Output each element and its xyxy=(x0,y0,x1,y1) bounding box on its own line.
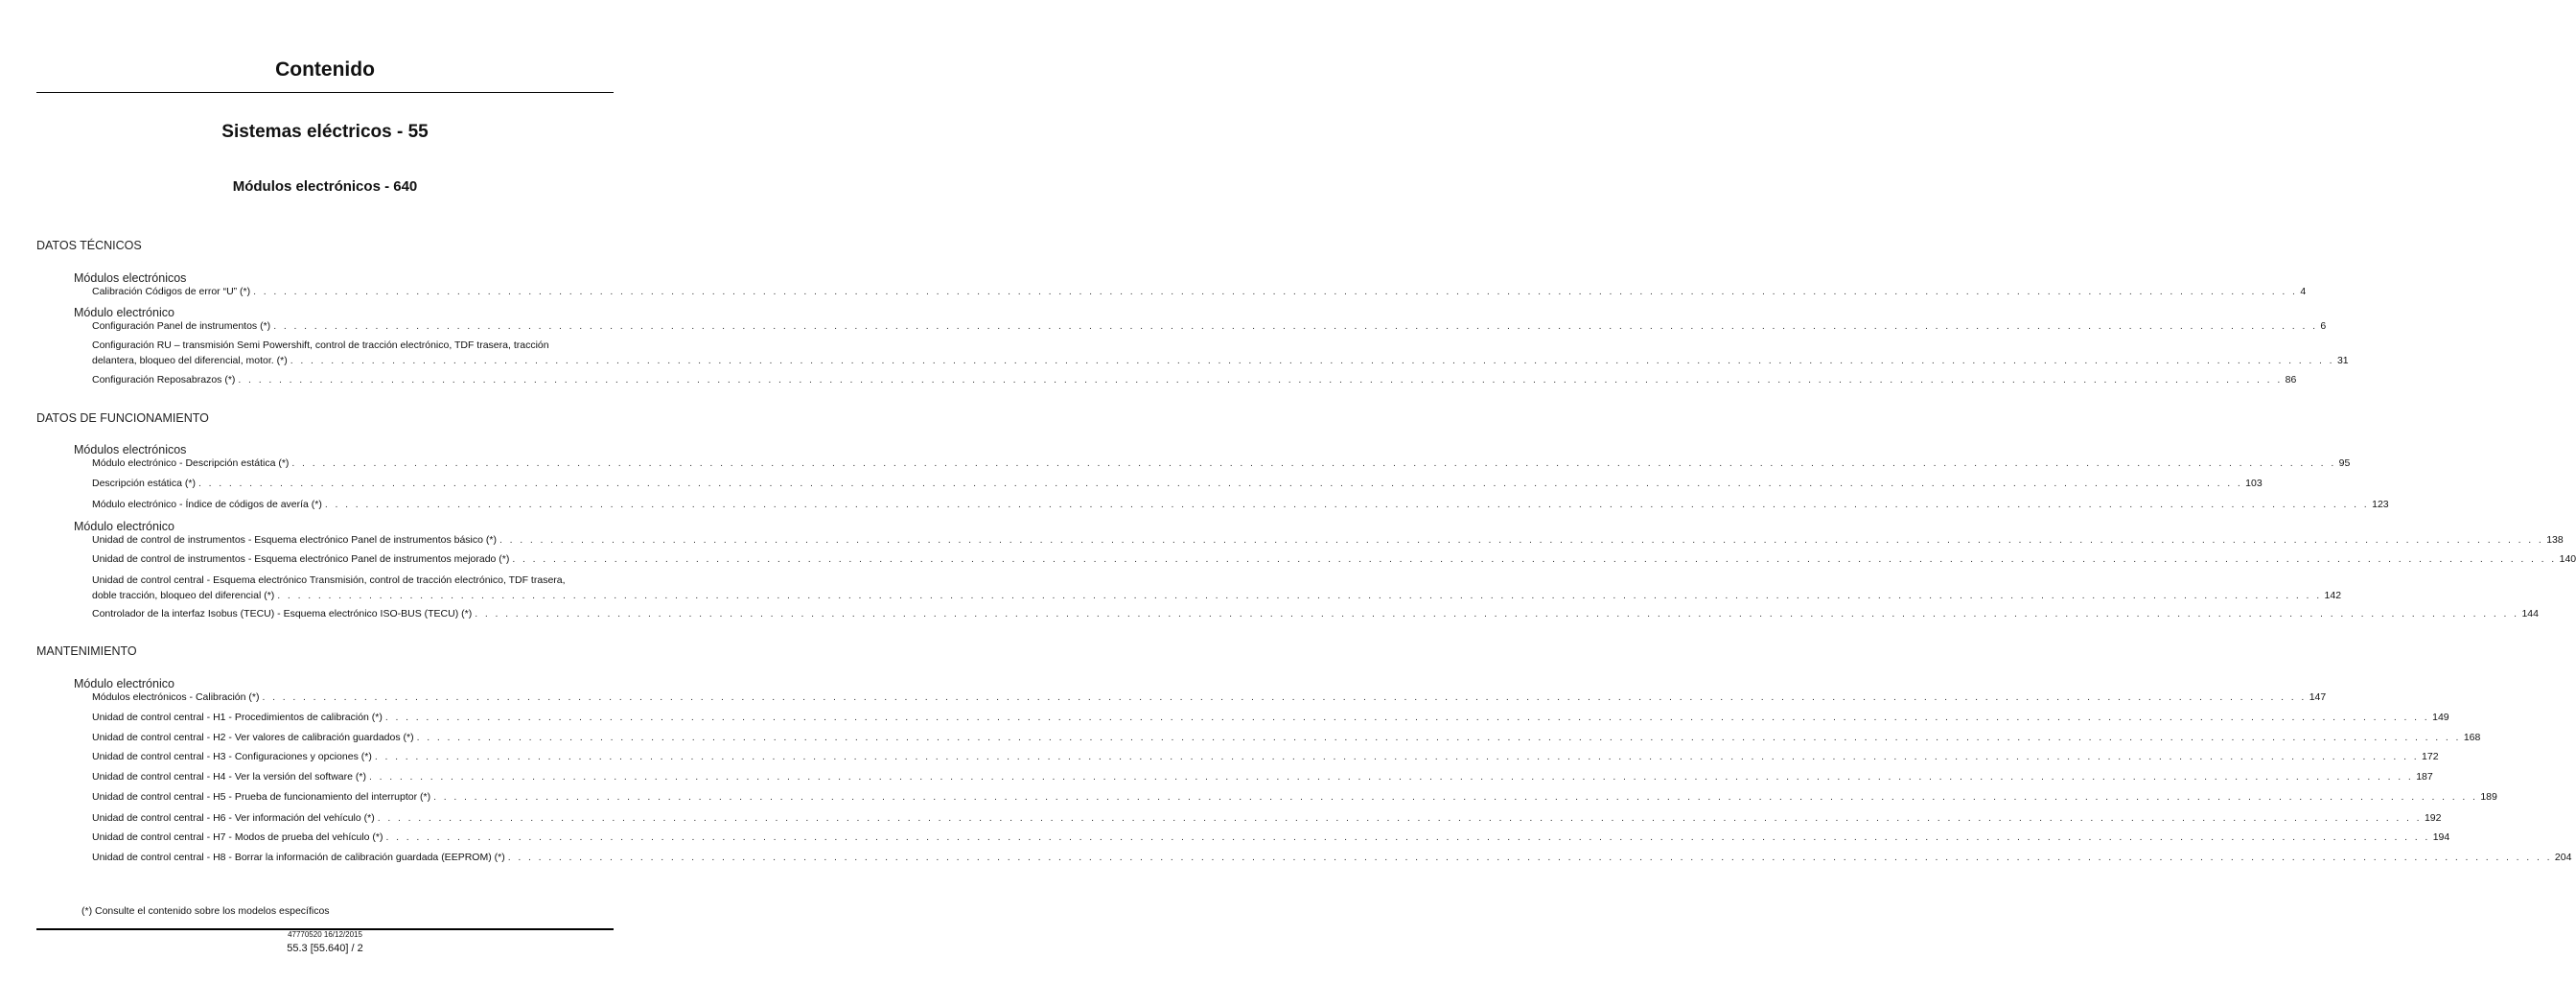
toc-entry[interactable] xyxy=(92,338,2349,368)
entry-text: Módulos electrónicos - Calibración (*) xyxy=(92,691,260,703)
dot-leader xyxy=(375,749,2419,764)
toc-entry[interactable] xyxy=(92,532,2564,548)
entry-text: Unidad de control central - H8 - Borrar la información de calibración guardada (EEPROM) (*) xyxy=(92,852,505,863)
dot-leader xyxy=(508,850,2552,865)
entry-page: 147 xyxy=(2309,691,2327,703)
toc-entry[interactable] xyxy=(92,372,2297,387)
entry-text: Calibración Códigos de error “U” (*) xyxy=(92,286,251,297)
entry-text: Unidad de control de instrumentos - Esquema electrónico Panel de instrumentos mejorado (*) xyxy=(92,553,510,565)
toc-entry[interactable] xyxy=(92,850,2572,865)
dot-leader xyxy=(238,372,2282,387)
dot-leader xyxy=(290,353,2334,368)
dot-leader xyxy=(253,284,2297,299)
entry-text: Unidad de control central - H5 - Prueba de funcionamiento del interruptor (*) xyxy=(92,791,431,803)
entry-page: 194 xyxy=(2432,831,2450,843)
entry-page: 4 xyxy=(2300,286,2307,297)
title-divider xyxy=(36,92,614,93)
entry-page: 149 xyxy=(2432,712,2449,723)
toc-entry[interactable] xyxy=(92,606,2539,621)
dot-leader xyxy=(291,456,2335,471)
entry-page: 192 xyxy=(2424,812,2442,824)
entry-text: Unidad de control central - Esquema electrónico Transmisión, control de tracción electrónico, TDF trasera, xyxy=(92,574,566,586)
entry-text: Módulo electrónico - Índice de códigos de avería (*) xyxy=(92,499,322,510)
entry-text: Unidad de control de instrumentos - Esquema electrónico Panel de instrumentos básico (*) xyxy=(92,534,497,546)
toc-entry[interactable] xyxy=(92,318,2327,334)
entry-text: delantera, bloqueo del diferencial, motor. (*) xyxy=(92,355,288,366)
dot-leader xyxy=(417,730,2461,745)
entry-text: Unidad de control central - H4 - Ver la versión del software (*) xyxy=(92,771,366,783)
entry-page: 31 xyxy=(2336,355,2349,366)
system-heading: Sistemas eléctricos - 55 xyxy=(221,122,429,142)
toc-entry[interactable] xyxy=(92,497,2389,512)
entry-text: Unidad de control central - H1 - Procedimientos de calibración (*) xyxy=(92,712,383,723)
subgroup-heading: Módulo electrónico xyxy=(74,520,174,533)
subgroup-heading: Módulos electrónicos xyxy=(74,271,187,285)
dot-leader xyxy=(499,532,2543,548)
toc-entry[interactable] xyxy=(92,476,2263,491)
entry-page: 6 xyxy=(2320,320,2327,332)
document-id: 47770520 16/12/2015 xyxy=(288,930,362,939)
entry-page: 103 xyxy=(2245,478,2263,489)
footnote: (*) Consulte el contenido sobre los modelos específicos xyxy=(81,905,330,917)
entry-text: Unidad de control central - H2 - Ver valores de calibración guardados (*) xyxy=(92,732,414,743)
page-title: Contenido xyxy=(275,58,375,81)
dot-leader xyxy=(273,318,2317,334)
entry-page: 204 xyxy=(2554,852,2572,863)
entry-page: 142 xyxy=(2324,590,2342,601)
dot-leader xyxy=(263,690,2307,705)
entry-text: Módulo electrónico - Descripción estática (*) xyxy=(92,457,290,469)
entry-page: 187 xyxy=(2416,771,2433,783)
entry-text: Descripción estática (*) xyxy=(92,478,196,489)
subgroup-heading: Módulos electrónicos xyxy=(74,443,187,456)
entry-page: 168 xyxy=(2463,732,2481,743)
entry-page: 138 xyxy=(2546,534,2564,546)
subgroup-heading: Módulo electrónico xyxy=(74,677,174,690)
dot-leader xyxy=(378,810,2422,826)
entry-page: 189 xyxy=(2480,791,2497,803)
dot-leader xyxy=(325,497,2369,512)
page-number: 55.3 [55.640] / 2 xyxy=(287,943,363,954)
entry-text: Unidad de control central - H3 - Configuraciones y opciones (*) xyxy=(92,751,372,762)
dot-leader xyxy=(198,476,2242,491)
toc-entry[interactable] xyxy=(92,690,2327,705)
entry-text: Controlador de la interfaz Isobus (TECU) - Esquema electrónico ISO-BUS (TECU) (*) xyxy=(92,608,473,620)
entry-page: 95 xyxy=(2338,457,2351,469)
entry-page: 140 xyxy=(2559,553,2576,565)
toc-entry[interactable] xyxy=(92,551,2576,567)
dot-leader xyxy=(385,710,2429,725)
section-heading: DATOS DE FUNCIONAMIENTO xyxy=(36,411,209,425)
subgroup-heading: Módulo electrónico xyxy=(74,306,174,319)
entry-text: Unidad de control central - H7 - Modos de prueba del vehículo (*) xyxy=(92,831,383,843)
entry-text: doble tracción, bloqueo del diferencial (*) xyxy=(92,590,275,601)
toc-entry[interactable] xyxy=(92,456,2351,471)
toc-entry[interactable] xyxy=(92,730,2481,745)
toc-entry[interactable] xyxy=(92,830,2450,845)
toc-entry[interactable] xyxy=(92,749,2439,764)
entry-text: Configuración Panel de instrumentos (*) xyxy=(92,320,271,332)
entry-text: Configuración Reposabrazos (*) xyxy=(92,374,236,386)
toc-entry[interactable] xyxy=(92,810,2442,826)
dot-leader xyxy=(512,551,2556,567)
toc-entry[interactable] xyxy=(92,710,2449,725)
entry-page: 86 xyxy=(2285,374,2297,386)
dot-leader xyxy=(277,588,2321,603)
entry-page: 123 xyxy=(2372,499,2389,510)
entry-text: Configuración RU – transmisión Semi Powershift, control de tracción electrónico, TDF trasera, tracción xyxy=(92,339,549,351)
group-heading: Módulos electrónicos - 640 xyxy=(232,178,418,195)
entry-text: Unidad de control central - H6 - Ver información del vehículo (*) xyxy=(92,812,375,824)
dot-leader xyxy=(386,830,2430,845)
dot-leader xyxy=(433,789,2477,805)
toc-entry[interactable] xyxy=(92,284,2307,299)
dot-leader xyxy=(369,769,2413,784)
section-heading: DATOS TÉCNICOS xyxy=(36,239,142,252)
section-heading: MANTENIMIENTO xyxy=(36,644,137,658)
toc-entry[interactable] xyxy=(92,789,2497,805)
entry-page: 172 xyxy=(2422,751,2439,762)
toc-entry[interactable] xyxy=(92,769,2433,784)
dot-leader xyxy=(475,606,2518,621)
toc-entry[interactable] xyxy=(92,573,2342,603)
entry-page: 144 xyxy=(2521,608,2539,620)
